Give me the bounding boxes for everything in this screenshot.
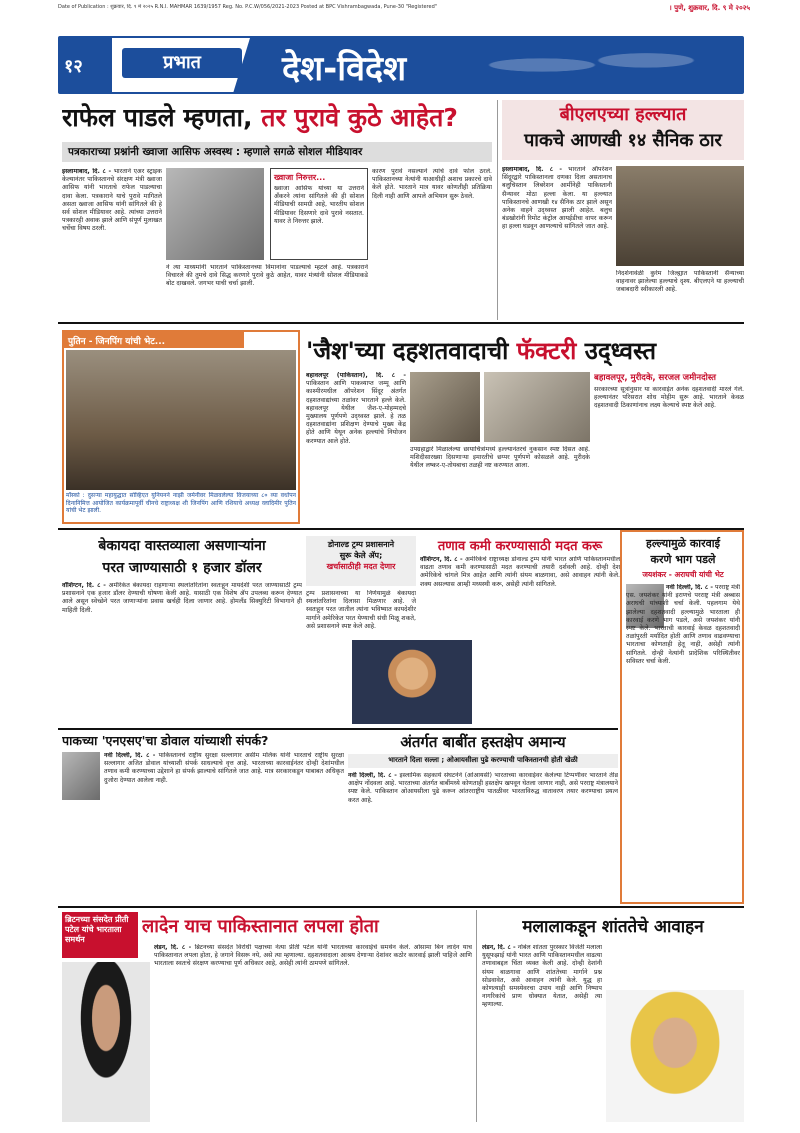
story6-headline: तणाव कमी करण्यासाठी मदत करू bbox=[437, 539, 603, 554]
story1-subhead-text: पत्रकाराच्या प्रश्नांनी ख्वाजा आसिफ अस्वस्थ : म्हणाले सगळे सोशल मीडियावर bbox=[68, 146, 363, 158]
story2-dateline: इस्लामाबाद, दि. ८ - bbox=[502, 166, 562, 173]
story4-headline-b: परत जाण्यासाठी १ हजार डॉलर bbox=[102, 560, 262, 576]
story5-text: ट्रम्प प्रशासनाच्या या निर्णयामुळे बेकायदा स्थलांतरितांना दिलासा मिळणार आहे. जे स्वतःहून परत जातील त्यांना भविष्यात कायदेशीर मार्गाने अमेरिकेत परत येण्याची संधी मिळू शकते, असे प्रशासनाने स्पष्ट केले आहे. bbox=[306, 590, 416, 630]
place-date: । पुणे, शुक्रवार, दि. ९ मे २०२५ bbox=[669, 4, 750, 12]
story1-box-text: ख्वाजा आसिफ यांच्या या उत्तराने अँकरने त्यांना सांगितले की ही सोशल मीडियाची सामग्री आहे, भारतीय सोशल मीडियावर दिसणारे दावे पुरावे नसतात. यावर ते निरुत्तर झाले. bbox=[274, 185, 364, 225]
story2-headline-b: पाकचे आणखी १४ सैनिक ठार bbox=[524, 130, 722, 151]
story10-headline: लादेन याच पाकिस्तानात लपला होता bbox=[142, 916, 379, 937]
putin-xi-label-text: पुतिन - जिनपिंग यांची भेट... bbox=[68, 337, 166, 347]
story3-side-subhead: बहावलपूर, मुरीदके, सरजल जमीनदोस्त bbox=[594, 373, 716, 383]
story1-dateline: इस्लामाबाद, दि. ८ - bbox=[62, 168, 112, 175]
story6-text bbox=[420, 556, 620, 650]
story3-dateline: बहावलपूर (पाकिस्तान), दि. ८ - bbox=[306, 372, 406, 379]
story3-headline-a: 'जैश'च्या दहशतवादाची bbox=[306, 337, 509, 365]
story10-tag-text: ब्रिटनच्या संसदेत प्रीती पटेल यांचे भारताला समर्थन bbox=[65, 915, 129, 944]
section-title: देश-विदेश bbox=[282, 49, 407, 89]
story3-col1 bbox=[306, 372, 406, 524]
story8-text bbox=[104, 752, 344, 902]
attack-site-photo bbox=[616, 166, 744, 266]
story1-headline-b: तर पुरावे कुठे आहेत? bbox=[261, 103, 458, 132]
story2-text bbox=[502, 166, 612, 318]
story11-headline: मलालाकडून शांततेचे आवाहन bbox=[522, 917, 704, 937]
story11-text bbox=[482, 944, 602, 1122]
story1-headline-a: राफेल पाडले म्हणता, bbox=[62, 103, 253, 132]
story7-dateline: नवी दिल्ली, दि. ८ - bbox=[666, 584, 713, 591]
trump-photo bbox=[352, 640, 472, 724]
story3-text: पाकिस्तान आणि पाकव्याप्त जम्मू आणि काश्मीरमधील ऑपरेशन सिंदूर अंतर्गत दहशतवाद्यांच्या तळांवर भारताने हल्ले केले. बहावलपूर येथील जैश-ए-मोहम्मदचे मुख्यालय पूर्णपणे उद्ध्वस्त झाले. हे तळ दहशतवाद्यांना प्रशिक्षण देण्याचे मुख्य केंद्र होते आणि येथून अनेक हल्ल्यांचे नियोजन करण्यात आले होते. bbox=[306, 380, 406, 445]
story8-dateline: नवी दिल्ली, दि. ८ - bbox=[104, 752, 156, 759]
story9-text-body: इस्लामिक सहकार्य संघटनेने (ओआयसी) भारताच्या कारवाईवर केलेल्या टिप्पणीवर भारताने तीव्र आक्षेप नोंदवला आहे. भारताच्या अंतर्गत बाबींमध्ये कोणताही हस्तक्षेप खपवून घेतला जाणार नाही, असे परराष्ट्र मंत्रालयाने स्पष्ट केले. पाकिस्तान ओआयसीला पुढे करून आंतरराष्ट्रीय पातळीवर भारताविरुद्ध वातावरण तयार करण्याचा प्रयत्न करत आहे. bbox=[348, 772, 618, 804]
story2-caption: निदर्शनावेळी कुर्रम जिल्ह्यात पाकिस्तानी सैन्याच्या वाहनावर झालेल्या हल्ल्याचे दृश्य. बीएलएने या हल्ल्याची जबाबदारी स्वीकारली आहे. bbox=[616, 270, 744, 294]
story4-headline-a: बेकायदा वास्तव्याला असणाऱ्यांना bbox=[98, 538, 266, 554]
jaish-site-photo-2 bbox=[484, 372, 590, 442]
story2-text-body: भारताने ऑपरेशन सिंदूरद्वारे पाकिस्तानला दणका दिला असतानाच बलुचिस्तान लिबरेशन आर्मीनेही पाकिस्तानी सैन्यावर मोठा हल्ला केला. या हल्ल्यात पाकिस्तानचे आणखी १४ सैनिक ठार झाले असून अनेक वाहने उद्ध्वस्त झाली आहेत. बलुच बंडखोरांनी रिमोट कंट्रोल आयईडीचा वापर करून हा हल्ला घडवून आणल्याचे सांगितले जात आहे. bbox=[502, 166, 612, 231]
story2-headline-a: बीएलएच्या हल्ल्यात bbox=[559, 104, 687, 125]
story5-headbox bbox=[306, 536, 416, 586]
story1-box-title: ख्वाजा निरुत्तर... bbox=[274, 173, 326, 182]
row-divider bbox=[58, 906, 744, 908]
story7-text-body: परराष्ट्र मंत्री एस. जयशंकर यांनी इराणचे परराष्ट्र मंत्री अब्बास अराघची यांच्याशी चर्चा केली. पहलगाम येथे झालेल्या दहशतवादी हल्ल्यामुळे भारताला ही कारवाई करणे भाग पडले, असे जयशंकर यांनी स्पष्ट केले. भारताची कारवाई केवळ दहशतवादी तळांपुरती मर्यादित होती आणि तणाव वाढवण्याचा भारताचा कोणताही हेतू नाही, असेही त्यांनी सांगितले. दोन्ही नेत्यांनी प्रादेशिक परिस्थितीवर सविस्तर चर्चा केली. bbox=[626, 584, 740, 665]
story9-headline: अंतर्गत बाबींत हस्तक्षेप अमान्य bbox=[400, 733, 566, 751]
story5-headline-b: सुरू केले ॲप; bbox=[339, 551, 383, 560]
story5-headline-a: डोनाल्ड ट्रम्प प्रशासनाने bbox=[327, 540, 395, 549]
story8-text-body: पाकिस्तानचे राष्ट्रीय सुरक्षा सल्लागार असीम मलिक यांनी भारताचे राष्ट्रीय सुरक्षा सल्लागार अजित डोवाल यांच्याशी संपर्क साधल्याचे वृत्त आहे. भारताच्या कारवाईनंतर दोन्ही देशांमधील तणाव कमी करण्याच्या उद्देशाने हा संपर्क झाल्याचे सांगितले जात आहे. मात्र सरकारकडून याबाबत अधिकृत दुजोरा देण्यात आलेला नाही. bbox=[104, 752, 344, 784]
story8-headline: पाकच्या 'एनएसए'चा डोवाल यांच्याशी संपर्क? bbox=[62, 733, 269, 748]
khawaja-asif-photo bbox=[166, 168, 264, 260]
story3-headline bbox=[306, 334, 744, 366]
story11-text-body: नोबेल शांतता पुरस्कार विजेती मलाला युसूफझाई यांनी भारत आणि पाकिस्तानमधील वाढत्या तणावाबद्दल चिंता व्यक्त केली आहे. दोन्ही देशांनी संयम बाळगावा आणि शांततेच्या मार्गाने प्रश्न सोडवावेत, असे आवाहन त्यांनी केले. युद्ध हा कोणत्याही समस्येवरचा उपाय नाही आणि निष्पाप नागरिकांचे प्राण धोक्यात येतात, असेही त्या म्हणाल्या. bbox=[482, 944, 602, 1009]
story9-text bbox=[348, 772, 618, 902]
story7-headline-a: हल्ल्यामुळे कारवाई bbox=[646, 537, 720, 550]
story10-tag bbox=[62, 912, 138, 958]
row-divider bbox=[58, 322, 744, 324]
column-divider bbox=[476, 910, 477, 1122]
row-divider bbox=[58, 728, 618, 730]
story9-subhead: भारताने दिला सल्ला ; ओआयसीला पुढे करण्याची पाकिस्तानची होती खेळी bbox=[348, 754, 618, 768]
story1-col3: ने त्या माध्यमांनी भारताने पाकिस्तानच्या विमानांना पाडल्याचे म्हटले आहे. पत्रकाराने विचारले की तुमचे दावे सिद्ध करणारे पुरावे कुठे आहेत, यावर मंत्र्यांनी सोशल मीडियाकडे बोट दाखवले. जगभर याची चर्चा झाली. bbox=[166, 264, 368, 288]
jaish-site-photo-1 bbox=[410, 372, 480, 442]
story1-subhead bbox=[62, 142, 492, 162]
story7-subhead: जयशंकर - अराघची यांची भेट bbox=[642, 570, 724, 579]
story10-text-body: ब्रिटनच्या संसदेत विरोधी पक्षाच्या नेत्या प्रीती पटेल यांनी भारताच्या कारवाईचे समर्थन केले. ओसामा बिन लादेन याच पाकिस्तानात लपला होता, हे जगाने विसरू नये, असे त्या म्हणाल्या. दहशतवादाला आश्रय देणाऱ्या देशांवर कठोर कारवाई झाली पाहिजे आणि भारताला स्वतःचे संरक्षण करण्याचा पूर्ण अधिकार आहे, असेही त्यांनी ठामपणे सांगितले. bbox=[154, 944, 472, 968]
story4-dateline: वॉशिंग्टन, दि. ८ - bbox=[62, 582, 106, 589]
nsa-photo bbox=[62, 752, 100, 800]
story11-dateline: लंडन, दि. ८ - bbox=[482, 944, 516, 951]
story6-dateline: वॉशिंग्टन, दि. ८ - bbox=[420, 556, 463, 563]
page-number: १२ bbox=[64, 56, 83, 77]
column-divider bbox=[497, 100, 498, 320]
putin-xi-photo bbox=[66, 350, 296, 490]
story10-text bbox=[154, 944, 472, 1122]
story5-headline-c: खर्चासाठीही मदत देणार bbox=[326, 562, 396, 571]
story1-col1 bbox=[62, 168, 162, 318]
publication-line: Date of Publication : शुक्रवार, दि. ९ मे २०२५ R.N.I. MAHMAR 1639/1957 Reg. No. P.C.W/056/2021-2023 Posted at BPC Vishrambagwada, Pune-30 "Registered" bbox=[58, 4, 438, 10]
story6-text-body: अमेरिकेचे राष्ट्राध्यक्ष डोनाल्ड ट्रम्प यांनी भारत आणि पाकिस्तानमधील वाढता तणाव कमी करण्यासाठी मदत करण्याची तयारी दर्शवली आहे. दोन्ही देश अमेरिकेचे चांगले मित्र आहेत आणि त्यांनी संयम बाळगावा, असे आवाहन त्यांनी केले. शक्य असल्यास आम्ही मध्यस्थी करू, असेही त्यांनी सांगितले. bbox=[420, 556, 620, 588]
story3-headline-c: उद्ध्वस्त bbox=[584, 337, 657, 365]
malala-photo bbox=[606, 990, 744, 1122]
putin-xi-label bbox=[64, 332, 244, 348]
story1-col4: कारण पुरावे नसल्याने त्यांचे दावे फोल ठरले. पाकिस्तानच्या नेत्यांनी याआधीही अशाच प्रकारचे दावे केले होते. भारताने मात्र यावर कोणतीही प्रतिक्रिया दिली नाही आणि आपले अभियान सुरू ठेवले. bbox=[372, 168, 492, 200]
story4-text bbox=[62, 582, 302, 724]
story4-text-body: अमेरिकेत बेकायदा राहणाऱ्या स्थलांतरितांना स्वतःहून मायदेशी परत जाण्यासाठी ट्रम्प प्रशासनाने एक हजार डॉलर देण्याची घोषणा केली आहे. यासाठी एक विशेष ॲप उपलब्ध करून देण्यात आले असून स्वेच्छेने परत जाणाऱ्यांना प्रवास खर्चही दिला जाणार आहे. होमलँड सिक्युरिटी विभागाने ही माहिती दिली. bbox=[62, 582, 302, 614]
brand-name: प्रभात bbox=[163, 52, 201, 73]
putin-xi-caption: मॉस्को : दुसऱ्या महायुद्धात सोव्हिएत युनियनने नाझी जर्मनीवर मिळवलेल्या विजयाच्या ८० व्या वर्धापन दिनानिमित्त आयोजित कार्यक्रमापूर्वी चीनचे राष्ट्राध्यक्ष शी जिनपिंग आणि रशियाचे अध्यक्ष व्लादिमीर पुतिन यांची भेट झाली. bbox=[66, 492, 296, 514]
story3-col3: सरकारच्या सूत्रांनुसार या कारवाईत अनेक दहशतवादी मारले गेले. हल्ल्यानंतर परिसरात शोध मोहीम सुरू आहे. भारताने केवळ दहशतवादी ठिकाणांनाच लक्ष्य केल्याचे स्पष्ट केले आहे. bbox=[594, 386, 744, 410]
story1-headline bbox=[62, 100, 492, 136]
story1-col1-text: भारताने एअर स्ट्राइक केल्यानंतर पाकिस्तानचे संरक्षण मंत्री ख्वाजा आसिफ यांनी भारताचे राफेल पाडल्याचा दावा केला. पत्रकाराने याचे पुरावे मागितले असता ख्वाजा आसिफ यांनी सांगितले की हे सर्व सोशल मीडियावर आहे. त्यांच्या उत्तराने पत्रकारही अवाक झाले आणि संपूर्ण मुलाखत चर्चेचा विषय ठरली. bbox=[62, 168, 162, 233]
story1-box bbox=[270, 168, 368, 260]
story10-dateline: लंडन, दि. ८ - bbox=[154, 944, 192, 951]
brand-logo bbox=[122, 48, 242, 78]
priti-patel-photo bbox=[62, 962, 150, 1122]
story7-text bbox=[626, 584, 740, 900]
world-map-decoration bbox=[464, 42, 724, 88]
story3-headline-b: फॅक्टरी bbox=[516, 337, 577, 365]
story3-col2: उपग्रहाद्वारे मिळालेल्या छायाचित्रांमध्ये हल्ल्यानंतरचे नुकसान स्पष्ट दिसत आहे. मशिदीसारख्या दिसणाऱ्या इमारतीचे छप्पर पूर्णपणे कोसळले आहे. मुरीदके येथील लष्कर-ए-तोयबाचा तळही नष्ट करण्यात आला. bbox=[410, 446, 590, 470]
story9-dateline: नवी दिल्ली, दि. ८ - bbox=[348, 772, 397, 779]
story7-headline-b: करणे भाग पडले bbox=[650, 553, 716, 566]
